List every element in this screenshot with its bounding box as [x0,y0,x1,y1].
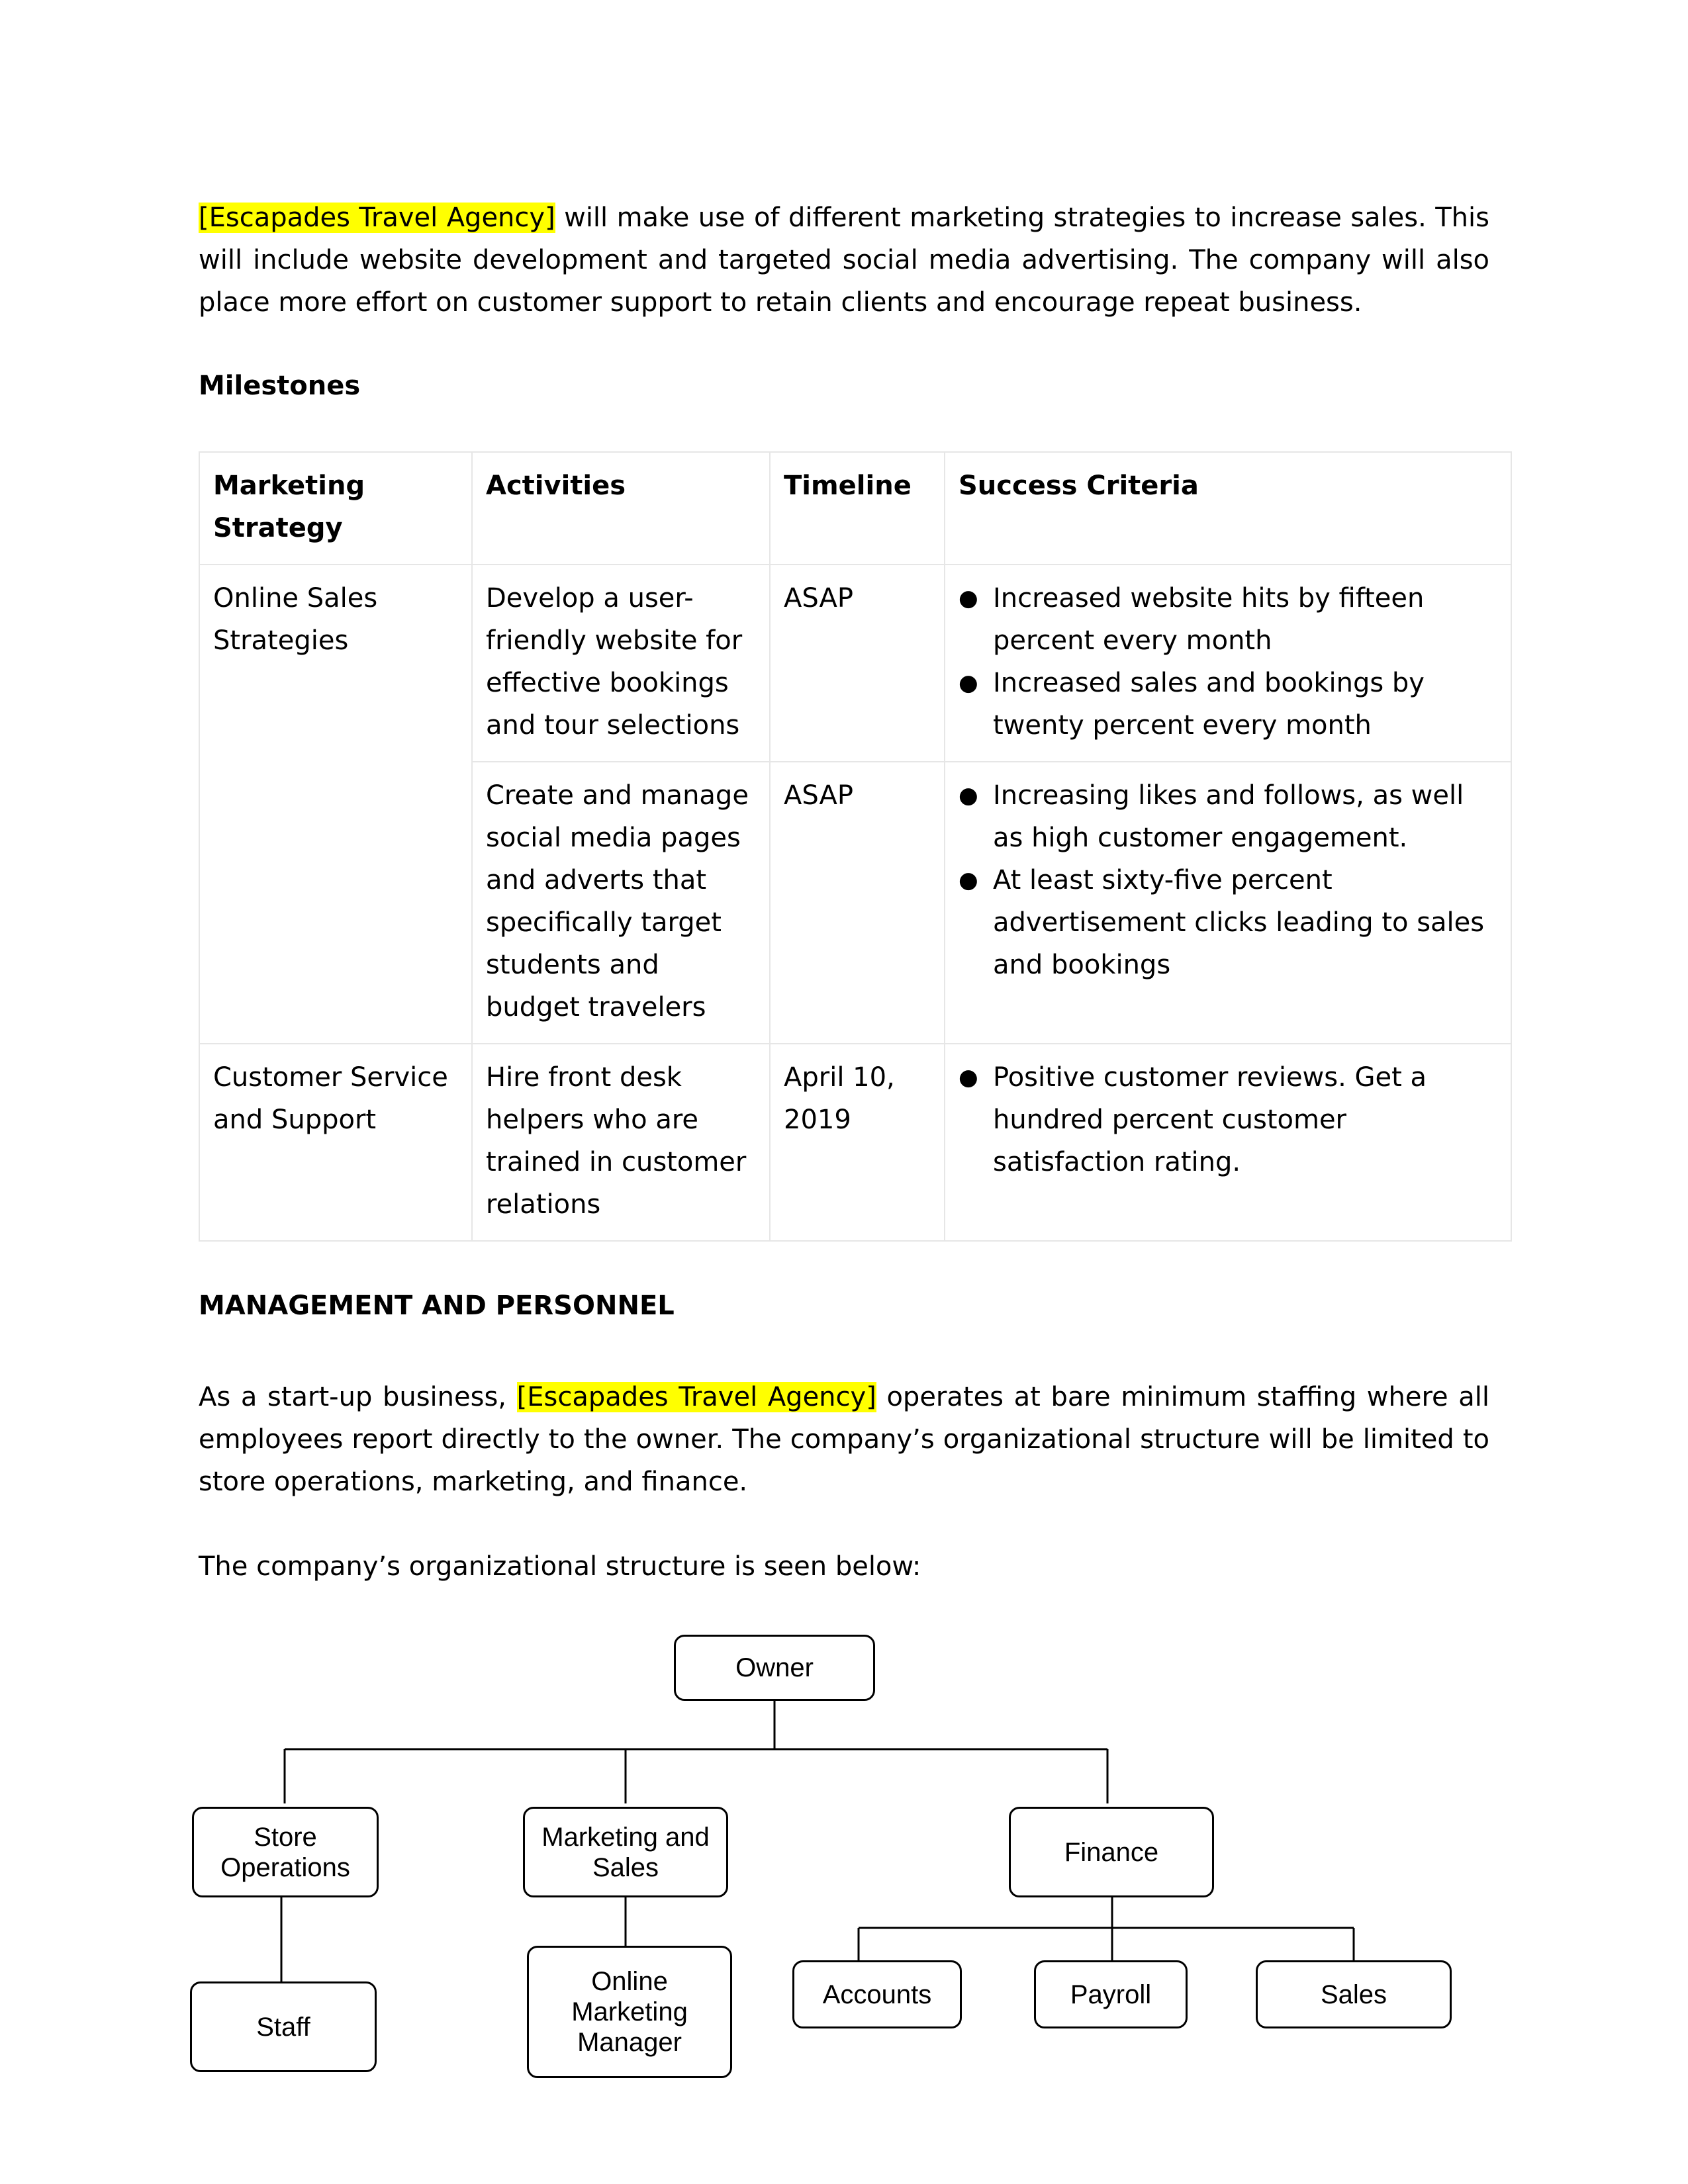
criteria-item: ● Increased sales and bookings by twenty percent every month [993,662,1497,747]
header-timeline: Timeline [770,452,945,565]
header-strategy: Marketing Strategy [199,452,472,565]
cell-timeline: ASAP [770,565,945,762]
org-box-sales: Sales [1256,1960,1452,2028]
milestones-heading: Milestones [199,371,361,401]
org-box-online-marketing-manager: Online Marketing Manager [527,1946,732,2078]
cell-activity: Create and manage social media pages and adverts that specifically target students and budget travelers [472,762,770,1044]
criteria-item: ● Positive customer reviews. Get a hundred percent customer satisfaction rating. [993,1056,1497,1183]
org-box-staff: Staff [190,1981,377,2072]
company-name-highlight: [Escapades Travel Agency] [199,203,555,233]
criteria-item: ● Increasing likes and follows, as well as high customer engagement. [993,774,1497,859]
header-activities: Activities [472,452,770,565]
org-box-payroll: Payroll [1034,1960,1188,2028]
cell-timeline: ASAP [770,762,945,1044]
header-success-criteria: Success Criteria [945,452,1511,565]
org-box-owner: Owner [674,1635,875,1701]
management-text-after: operates at bare minimum staffing where all employees report directly to the owner. The company’s organizational structure will be limited to store operations, marketing, and finance. [199,1382,1489,1497]
intro-text: will make use of different marketing strategies to increase sales. This will include website development and targeted social media advertising. The company will also place more effort on customer support to retain clients and encourage repeat business. [199,203,1489,318]
org-box-marketing-sales: Marketing and Sales [523,1807,728,1897]
cell-activity: Hire front desk helpers who are trained in customer relations [472,1044,770,1241]
cell-timeline: April 10, 2019 [770,1044,945,1241]
management-heading: MANAGEMENT AND PERSONNEL [199,1291,675,1321]
company-name-highlight: [Escapades Travel Agency] [516,1382,876,1412]
org-box-finance: Finance [1009,1807,1214,1897]
cell-activity: Develop a user-friendly website for effective bookings and tour selections [472,565,770,762]
criteria-item: ● At least sixty-five percent advertisement clicks leading to sales and bookings [993,859,1497,986]
cell-strategy: Customer Service and Support [199,1044,472,1241]
cell-strategy: Online Sales Strategies [199,565,472,1044]
org-box-accounts: Accounts [792,1960,962,2028]
org-box-store-operations: Store Operations [192,1807,379,1897]
management-text-before: As a start-up business, [199,1382,517,1412]
org-intro-paragraph: The company’s organizational structure is seen below: [199,1551,921,1582]
criteria-item: ● Increased website hits by fifteen percent every month [993,577,1497,662]
